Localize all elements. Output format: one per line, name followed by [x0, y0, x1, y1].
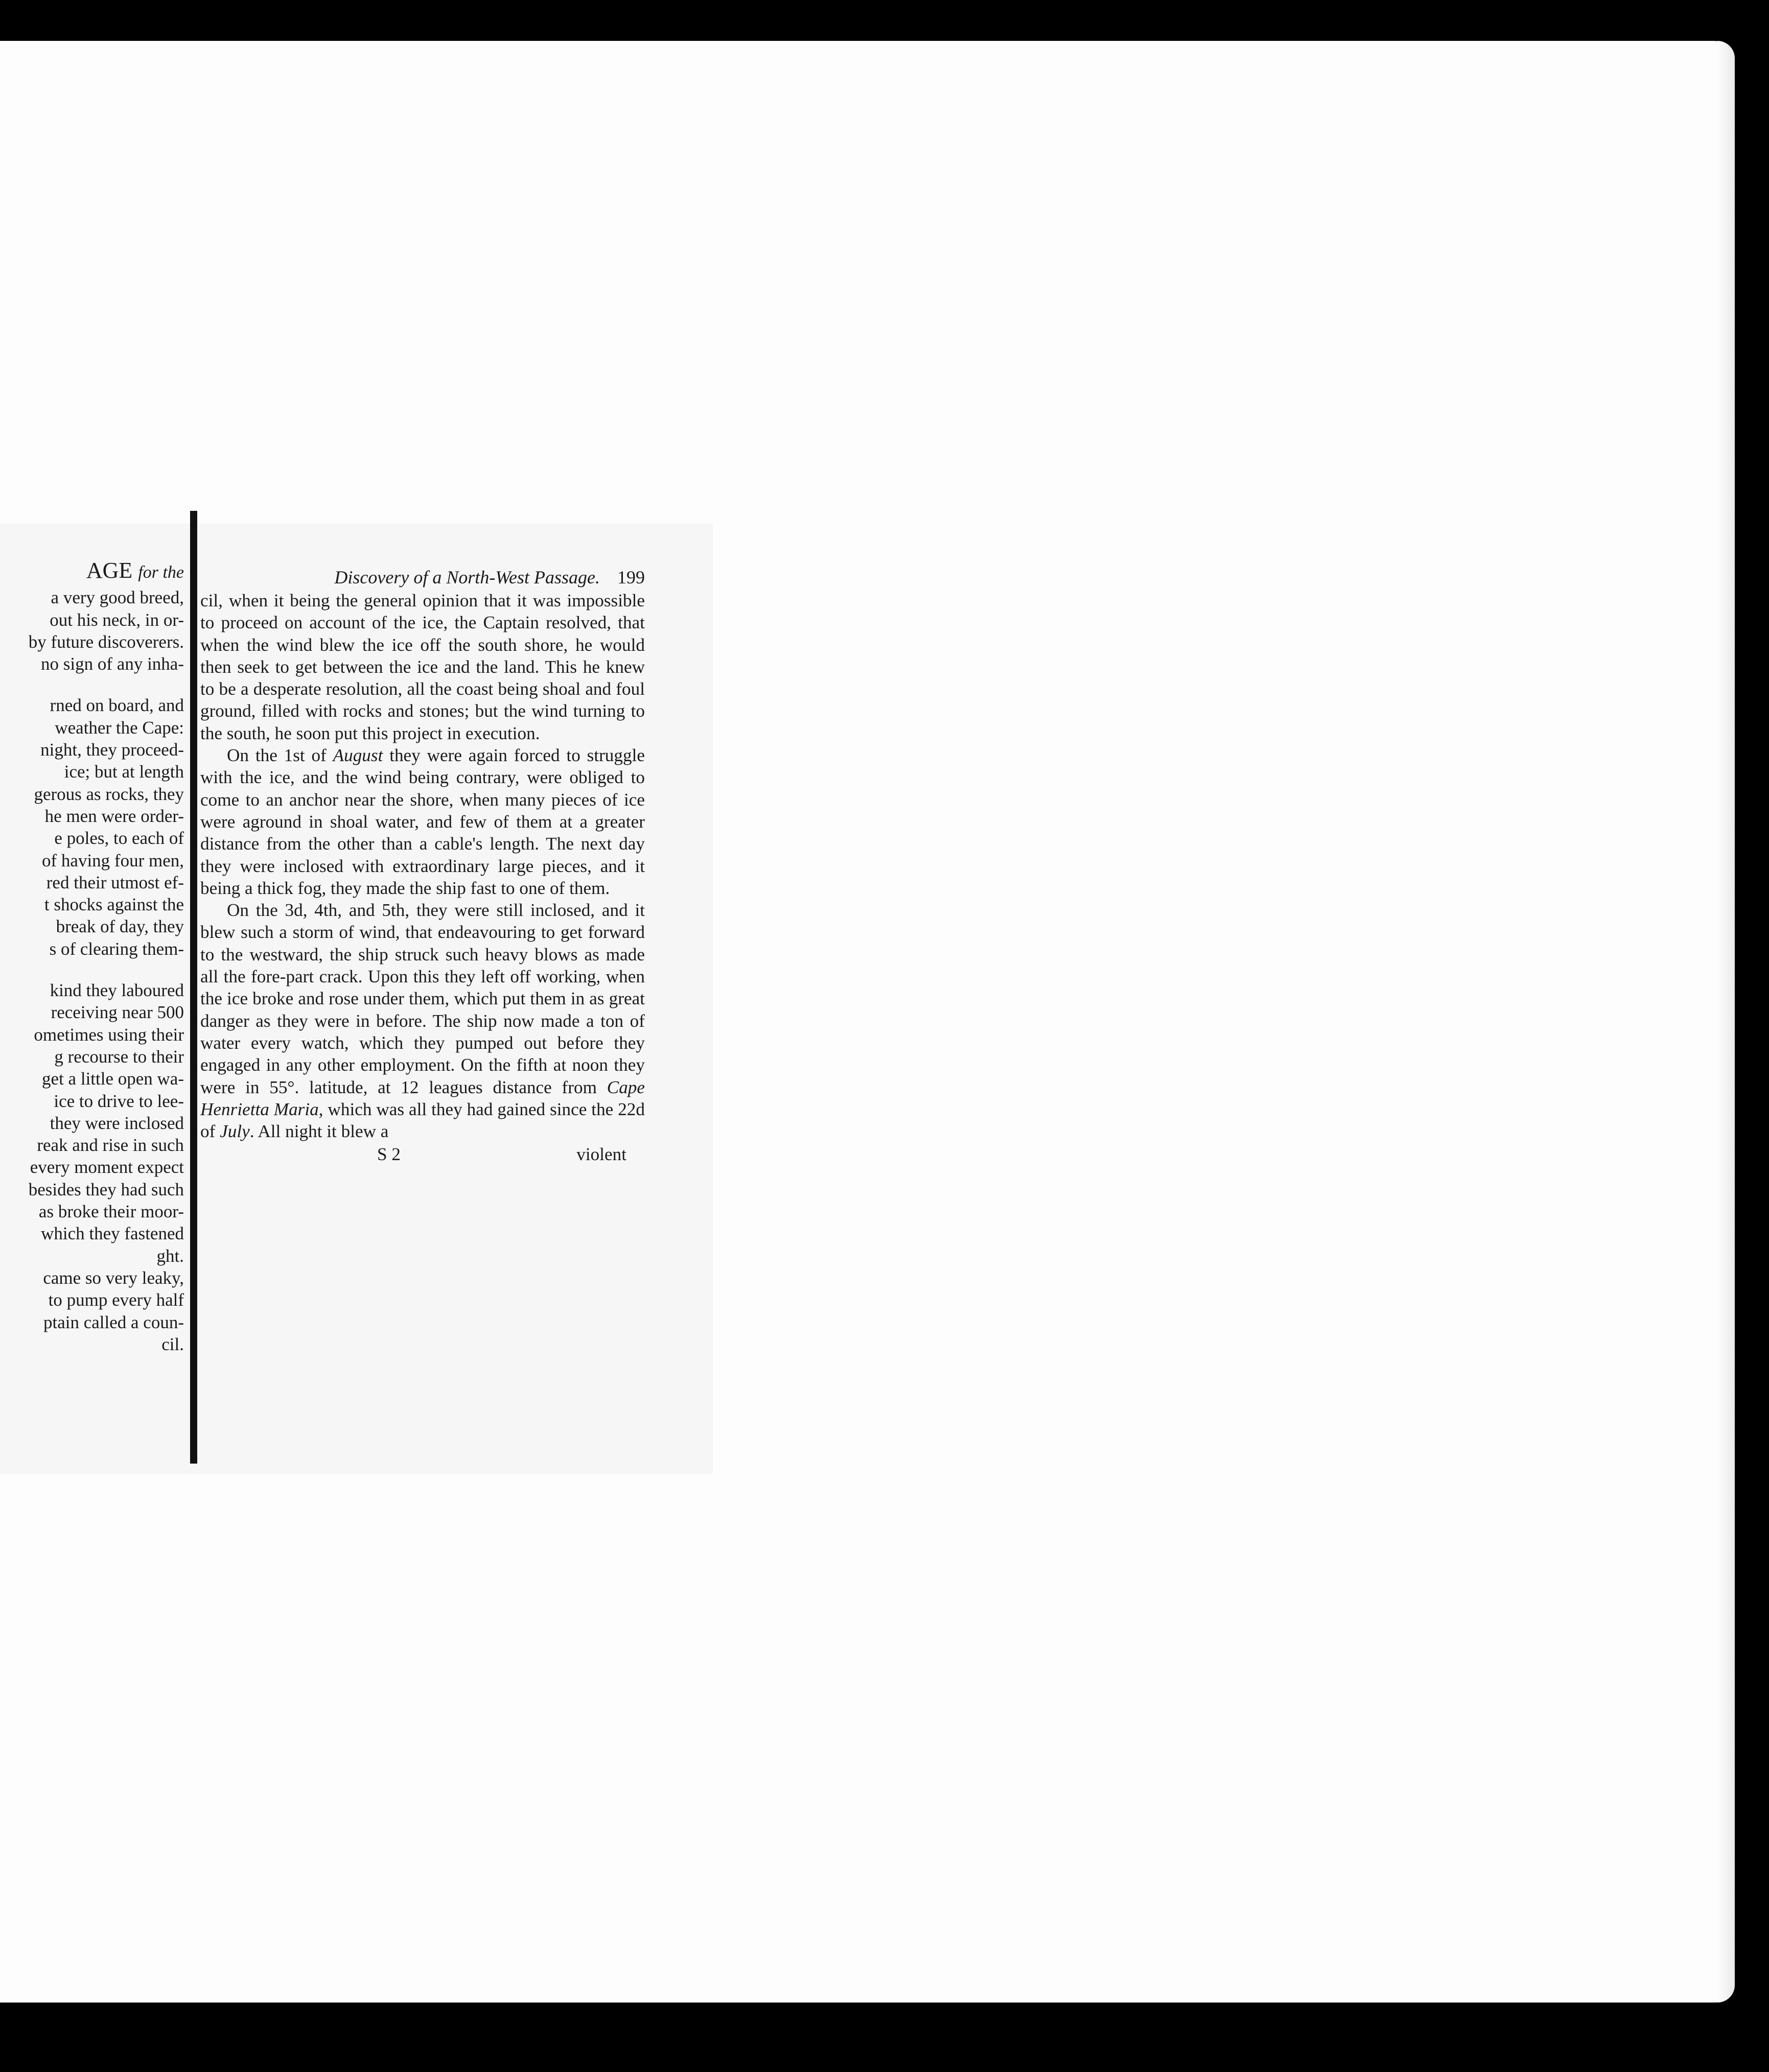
left-text-line: of having four men, [42, 850, 184, 870]
left-text-line: cil. [161, 1334, 184, 1354]
left-running-head [0, 559, 184, 583]
left-text-line: ptain called a coun- [43, 1312, 184, 1332]
running-head [200, 566, 645, 588]
left-text-line: he men were order- [44, 806, 184, 826]
left-text-line: ice to drive to lee- [54, 1091, 184, 1111]
left-text-line: break of day, they [56, 916, 184, 937]
paragraph-3: On the 3d, 4th, and 5th, they were still inclosed, and it blew such a storm of wind, that endeavouring to get forward to the westward, the ship struck such heavy blows as made all the fore-part crack. Upon this they left off working, when the ice broke and rose under them, which put them in as great danger as they were in before. The ship now made a ton of water every watch, which they pumped out before they engaged in any other employment. On the fifth at noon they were in 55°. latitude, at 12 leagues distance from Cape Henrietta Maria, which was all they had gained since the 22d of July. All night it blew a [200, 900, 645, 1142]
catchword: violent [576, 1144, 626, 1165]
left-text-line: which they fastened [41, 1223, 184, 1244]
left-text-line: ice; but at length [64, 762, 184, 782]
left-head-italic: for the [138, 563, 184, 582]
left-text-line: g recourse to their [54, 1046, 184, 1067]
page-footer [200, 1143, 645, 1165]
left-text-line: kind they laboured [50, 980, 184, 1001]
left-text-line: every moment expect [30, 1157, 184, 1178]
left-text-block-2 [0, 694, 184, 960]
left-text-line: reak and rise in such [37, 1135, 184, 1156]
left-text-line: e poles, to each of [54, 828, 184, 849]
paragraph-2: On the 1st of August they were again forced to struggle with the ice, and the wind being contrary, were obliged to come to an anchor near the shore, when many pieces of ice were aground in shoal water, and few of them at a greater distance from the other than a cable's length. The next day they were inclosed with extraordinary large pieces, and it being a thick fog, they made the ship fast to one of them. [200, 745, 645, 898]
page-edge [1717, 41, 1735, 2003]
page-number: 199 [617, 567, 645, 587]
left-text-line: out his neck, in or- [50, 609, 184, 630]
left-text-block-3 [0, 979, 184, 1355]
left-text-line: a very good breed, [51, 587, 184, 608]
left-text-line: they were inclosed [50, 1113, 184, 1133]
left-text-line: came so very leaky, [43, 1267, 184, 1288]
paragraph-1: cil, when it being the general opinion that it was impossible to proceed on account of the ice, the Captain resolved, that when the wind blew the ice off the south shore, he would then seek to get between the ice and the land. This he knew to be a desperate resolution, all the coast being shoal and foul ground, filled with rocks and stones; but the wind turning to the south, he soon put this project in execution. [200, 591, 645, 743]
left-text-line: t shocks against the [44, 894, 184, 915]
left-text-line: weather the Cape: [55, 717, 184, 738]
left-text-line: red their utmost ef- [46, 872, 184, 892]
right-page [200, 566, 645, 1383]
left-text-line: by future discoverers. [28, 631, 184, 652]
left-text-line: rned on board, and [50, 695, 184, 716]
left-text-line: receiving near 500 [51, 1002, 184, 1023]
left-head-caps: AGE [86, 559, 133, 583]
left-text-line: as broke their moor- [38, 1202, 184, 1222]
left-text-line: no sign of any inha- [41, 654, 184, 674]
left-text-line: s of clearing them- [49, 938, 184, 959]
left-text-line: get a little open wa- [42, 1069, 184, 1089]
left-text-line: night, they proceed- [40, 740, 184, 760]
left-text-line: besides they had such [28, 1179, 184, 1199]
running-head-title: Discovery of a North-West Passage. [334, 567, 600, 587]
left-text-line: ometimes using their [34, 1024, 184, 1045]
signature-mark: S 2 [377, 1144, 401, 1165]
gutter-binding [190, 511, 197, 1464]
left-page-fragment [0, 559, 188, 1428]
left-text-line: gerous as rocks, they [34, 784, 184, 804]
left-text-line: to pump every half [48, 1290, 184, 1310]
left-text-line: ght. [156, 1245, 184, 1266]
left-text-block-1 [0, 586, 184, 675]
